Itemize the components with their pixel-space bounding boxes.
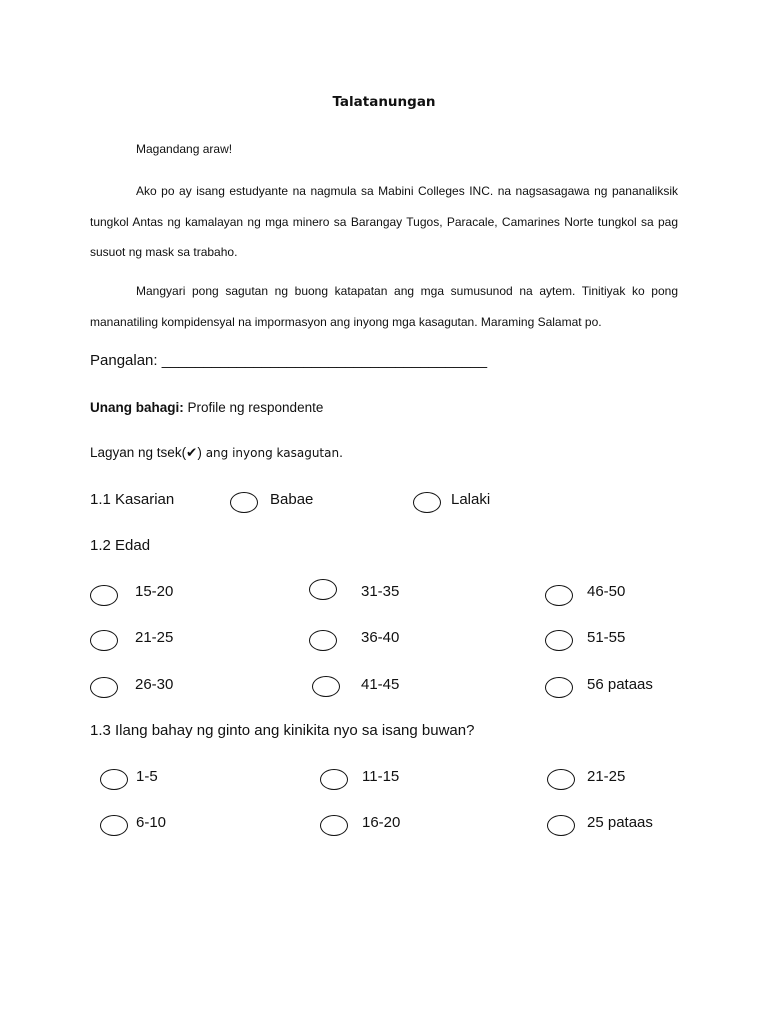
option-label-lalaki: Lalaki bbox=[451, 491, 491, 508]
radio-edad-36-40[interactable] bbox=[309, 630, 337, 651]
radio-edad-56-pataas[interactable] bbox=[545, 677, 573, 698]
radio-edad-21-25[interactable] bbox=[90, 630, 118, 651]
radio-babae[interactable] bbox=[230, 492, 258, 513]
question-kita: 1.3 Ilang bahay ng ginto ang kinikita nyo sa isang buwan? bbox=[90, 722, 475, 739]
instruction-lead: Lagyan ng tsek(✔) bbox=[90, 445, 202, 460]
option-label-edad: 51-55 bbox=[587, 629, 626, 646]
option-label-edad: 41-45 bbox=[361, 676, 400, 693]
option-label-kita: 21-25 bbox=[587, 768, 626, 785]
radio-lalaki[interactable] bbox=[413, 492, 441, 513]
radio-edad-15-20[interactable] bbox=[90, 585, 118, 606]
option-label-kita: 6-10 bbox=[136, 814, 167, 831]
greeting: Magandang araw! bbox=[136, 142, 233, 156]
option-label-edad: 26-30 bbox=[135, 676, 174, 693]
section-label: Unang bahagi: bbox=[90, 400, 184, 415]
radio-kita-21-25[interactable] bbox=[547, 769, 575, 790]
radio-kita-25-pataas[interactable] bbox=[547, 815, 575, 836]
question-kasarian: 1.1 Kasarian bbox=[90, 491, 175, 508]
option-label-kita: 16-20 bbox=[362, 814, 401, 831]
radio-kita-6-10[interactable] bbox=[100, 815, 128, 836]
radio-kita-16-20[interactable] bbox=[320, 815, 348, 836]
radio-edad-26-30[interactable] bbox=[90, 677, 118, 698]
option-label-kita: 1-5 bbox=[136, 768, 158, 785]
radio-edad-31-35[interactable] bbox=[309, 579, 337, 600]
option-label-edad: 21-25 bbox=[135, 629, 174, 646]
option-label-kita: 25 pataas bbox=[587, 814, 653, 831]
radio-edad-51-55[interactable] bbox=[545, 630, 573, 651]
option-label-edad: 56 pataas bbox=[587, 676, 653, 693]
option-label-babae: Babae bbox=[270, 491, 314, 508]
check-instruction bbox=[90, 445, 343, 461]
question-edad: 1.2 Edad bbox=[90, 537, 151, 554]
option-label-kita: 11-15 bbox=[362, 768, 400, 785]
intro-paragraph: Ako po ay isang estudyante na nagmula sa Mabini Colleges INC. na nagsasagawa ng pananaliksik tungkol Antas ng kamalayan ng mga minero sa Barangay Tugos, Paracale, Camarines Norte tungkol sa pag susuot ng mask sa trabaho. bbox=[90, 184, 678, 259]
option-label-edad: 15-20 bbox=[135, 583, 174, 600]
instruction-paragraph: Mangyari pong sagutan ng buong katapatan ang mga sumusunod na aytem. Tinitiyak ko pong mananatiling kompidensyal na impormasyon ang inyong mga kasagutan. Maraming Salamat po. bbox=[90, 284, 678, 329]
page-title: Talatanungan bbox=[332, 94, 436, 110]
radio-kita-1-5[interactable] bbox=[100, 769, 128, 790]
option-label-edad: 46-50 bbox=[587, 583, 626, 600]
radio-kita-11-15[interactable] bbox=[320, 769, 348, 790]
radio-edad-41-45[interactable] bbox=[312, 676, 340, 697]
option-label-edad: 36-40 bbox=[361, 629, 400, 646]
name-field[interactable]: Pangalan: _______________________________________ bbox=[90, 352, 488, 369]
option-label-edad: 31-35 bbox=[361, 583, 400, 600]
radio-edad-46-50[interactable] bbox=[545, 585, 573, 606]
section-text: Profile ng respondente bbox=[183, 400, 324, 415]
instruction-rest: ang inyong kasagutan. bbox=[201, 446, 343, 460]
section-heading bbox=[90, 400, 323, 415]
